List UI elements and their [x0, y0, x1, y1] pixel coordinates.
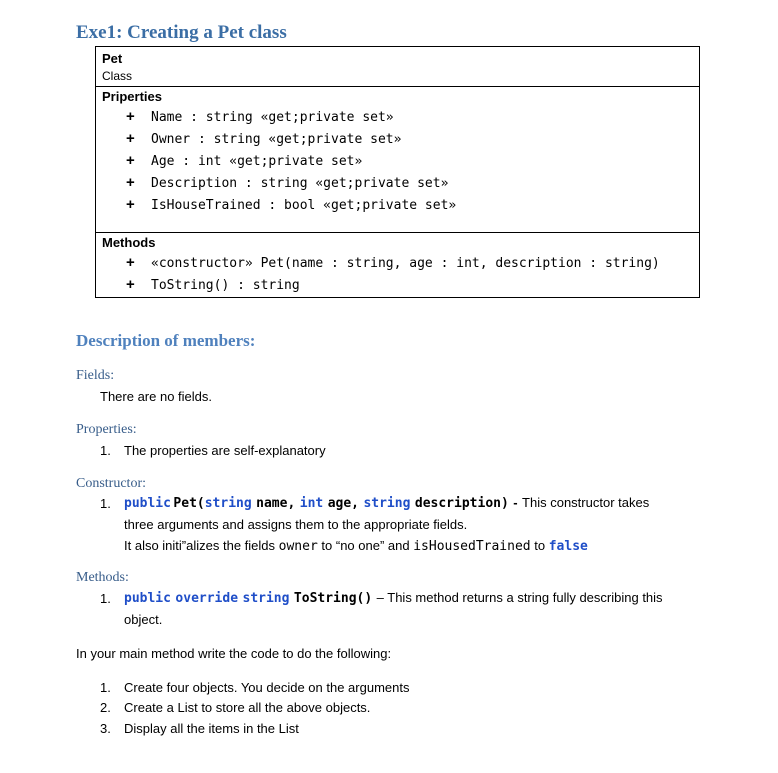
code-keyword: string [204, 496, 252, 511]
page-title: Exe1: Creating a Pet class [76, 22, 287, 43]
main-instruction: In your main method write the code to do the following: [76, 646, 392, 661]
code-identifier: Pet( [173, 496, 205, 511]
list-number: 1. [100, 591, 111, 606]
uml-methods-header: Methods [102, 235, 156, 250]
constructor-description: This constructor takes [522, 495, 650, 510]
list-number: 2. [100, 700, 111, 715]
uml-properties-header: Priperties [102, 89, 162, 104]
uml-property: IsHouseTrained : bool «get;private set» [151, 198, 457, 213]
uml-property: Age : int «get;private set» [151, 154, 363, 169]
method-description: – This method returns a string fully describing this [376, 590, 663, 605]
plus-icon: + [126, 152, 135, 169]
task-item: Display all the items in the List [124, 721, 299, 736]
uml-method: ToString() : string [151, 278, 300, 293]
plus-icon: + [126, 130, 135, 147]
code-keyword: override [175, 591, 239, 606]
properties-item: The properties are self-explanatory [124, 443, 326, 458]
uml-property: Owner : string «get;private set» [151, 132, 402, 147]
code-identifier: isHousedTrained [413, 539, 531, 554]
dash: - [513, 495, 518, 510]
uml-class-box [95, 46, 700, 298]
uml-properties-section [96, 87, 699, 233]
code-keyword: public [124, 496, 171, 511]
code-identifier: ToString() [293, 591, 373, 606]
code-keyword: string [363, 496, 411, 511]
plus-icon: + [126, 196, 135, 213]
plus-icon: + [126, 108, 135, 125]
list-number: 1. [100, 680, 111, 695]
fields-heading: Fields: [76, 368, 115, 383]
constructor-signature-line [124, 494, 649, 512]
constructor-description-line3 [124, 538, 588, 554]
code-identifier: owner [278, 539, 318, 554]
method-signature-line [124, 589, 663, 607]
method-description-line2: object. [124, 612, 163, 627]
uml-stereotype: Class [102, 69, 133, 83]
plus-icon: + [126, 254, 135, 271]
code-keyword: string [242, 591, 290, 606]
uml-property: Description : string «get;private set» [151, 176, 449, 191]
uml-class-name: Pet [102, 51, 123, 66]
code-identifier: description) [414, 496, 509, 511]
text: It also initi”alizes the fields [124, 538, 276, 553]
plus-icon: + [126, 276, 135, 293]
task-item: Create a List to store all the above objects. [124, 700, 371, 715]
constructor-description-line2: three arguments and assigns them to the appropriate fields. [124, 517, 468, 532]
uml-method: «constructor» Pet(name : string, age : int, description : string) [151, 256, 660, 271]
description-heading: Description of members: [76, 331, 256, 350]
list-number: 3. [100, 721, 111, 736]
text: to “no one” and [321, 538, 410, 553]
properties-heading: Properties: [76, 422, 137, 437]
list-number: 1. [100, 496, 111, 511]
code-identifier: age, [327, 496, 359, 511]
methods-heading: Methods: [76, 570, 129, 585]
list-number: 1. [100, 443, 111, 458]
code-identifier: name, [256, 496, 296, 511]
plus-icon: + [126, 174, 135, 191]
uml-property: Name : string «get;private set» [151, 110, 394, 125]
uml-name-section [96, 47, 699, 87]
code-keyword: false [548, 539, 588, 554]
task-item: Create four objects. You decide on the arguments [124, 680, 410, 695]
fields-text: There are no fields. [100, 389, 213, 404]
constructor-heading: Constructor: [76, 476, 146, 491]
text: to [534, 538, 546, 553]
code-keyword: public [124, 591, 171, 606]
uml-methods-section [96, 233, 699, 297]
code-keyword: int [299, 496, 324, 511]
